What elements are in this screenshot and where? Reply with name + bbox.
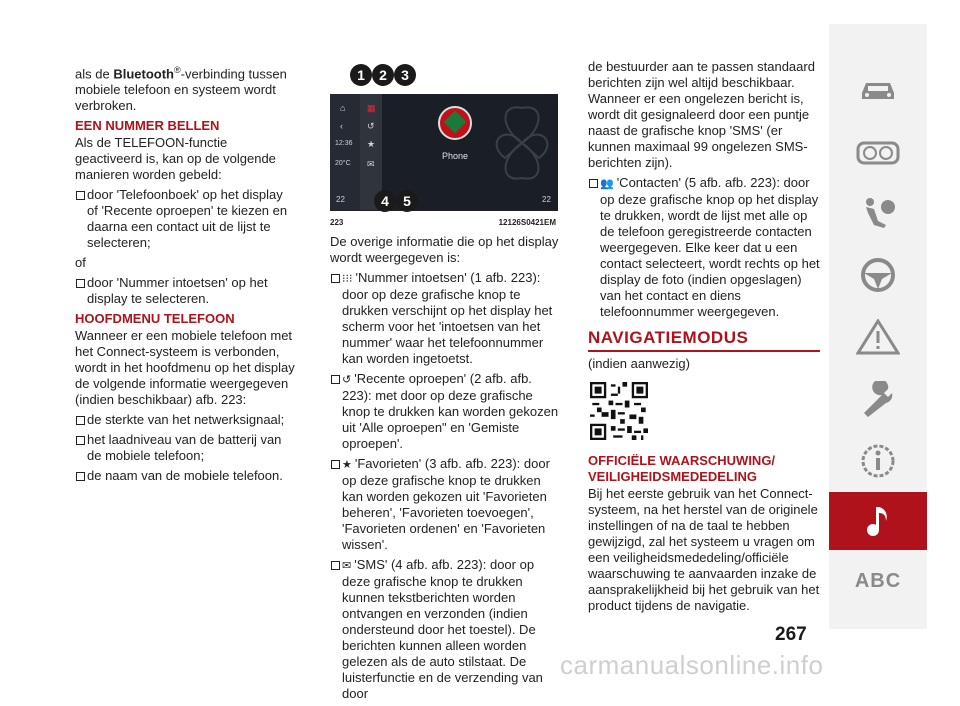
bullet-item: de naam van de mobiele telefoon. [75, 468, 297, 484]
back-icon: ‹ [340, 121, 343, 131]
bullet-recent-calls: ↺ 'Recente oproepen' (2 afb. afb. 223): met door op deze grafische knop te drukken kan worden gekozen uit 'Alle oproepen" en 'Gemiste oproepen'. [330, 371, 560, 452]
availability-note: (indien aanwezig) [588, 356, 690, 371]
quadrifoglio-graphic [490, 98, 554, 188]
favorites-icon: ★ [367, 139, 376, 149]
text-column-1 [75, 62, 297, 488]
figure-number: 223 [330, 218, 344, 227]
screen-temperature: 20°C [335, 160, 351, 167]
heading-phone-main-menu: HOOFDMENU TELEFOON [75, 311, 235, 327]
phone-label: Phone [442, 151, 469, 161]
watermark: carmanualsonline.info [560, 650, 824, 680]
airbag-icon[interactable] [829, 184, 927, 242]
keypad-icon: ⁝⁝⁝ [342, 273, 353, 285]
heading-official-warning: OFFICIËLE WAARSCHUWING/ VEILIGHEIDSMEDEDELING [588, 453, 776, 484]
screen-right-value: 22 [542, 195, 551, 204]
alfa-romeo-logo [438, 106, 472, 140]
bullet-item: de sterkte van het netwerksignaal; [75, 412, 297, 428]
car-icon[interactable] [829, 60, 927, 118]
keypad-icon: ▦ [367, 103, 376, 113]
callout-2: 2 [372, 64, 394, 86]
bullet-favorites: ★ 'Favorieten' (3 afb. afb. 223): door op deze grafische knop te drukken kan worden gekozen uit 'Favorieten beheren', 'Favorieten toevoegen', 'Favorieten ordenen' en 'Favorieten wissen'. [330, 456, 560, 553]
bullet-keypad: ⁝⁝⁝ 'Nummer intoetsen' (1 afb. 223): door op deze grafische knop te drukken verschijnt op het display het scherm voor het 'intoetsen van het nummer' waar het telefoonnummer kan worden ingetoetst. [330, 270, 560, 367]
paragraph-call: Als de TELEFOON-functie geactiveerd is, kan op de volgende manieren worden gebeld: [75, 135, 276, 183]
contacts-icon: 👥 [600, 178, 614, 190]
bullet-item: door 'Nummer intoetsen' op het display te selecteren. [75, 275, 297, 307]
home-icon: ⌂ [340, 103, 346, 113]
envelope-icon: ✉ [342, 560, 352, 572]
paragraph-main-menu: Wanneer er een mobiele telefoon met het Connect-systeem is verbonden, wordt in het hoofdmenu op het display de volgende informatie weergegeven (indien beschikbaar) afb. 223: [75, 328, 295, 408]
paragraph-other-info: De overige informatie die op het display wordt weergegeven is: [330, 234, 559, 265]
recent-calls-icon: ↺ [342, 374, 352, 386]
heading-navigation-mode: NAVIGATIEMODUS [588, 330, 820, 352]
recent-calls-icon: ↺ [367, 121, 375, 131]
bullet-contacts: 👥 'Contacten' (5 afb. afb. 223): door op deze grafische knop op het display te drukken, wordt de lijst met alle op de telefoon geregistreerde contacten weergegeven. Elke keer dat u een contact selecteert, wordt rechts op het display de foto (indien opgeslagen) van het contact en diens telefoonnummer weergegeven. [588, 175, 820, 320]
screen-left-panel [330, 94, 360, 210]
screen-left-value: 22 [336, 195, 345, 204]
figure-223 [330, 62, 562, 230]
paragraph-sms-continued: de bestuurder aan te passen standaard berichten zijn wel altijd beschikbaar. Wanneer er een ongelezen bericht is, wordt dit gesignaleerd door een puntje naast de grafische knop 'SMS' (er kunnen maximaal 99 ongelezen SMS-berichten zijn). [588, 59, 815, 170]
wrench-icon[interactable] [829, 370, 927, 428]
contacts-icon: ✉ [367, 159, 375, 169]
text-column-2 [330, 62, 560, 706]
page-number: 267 [775, 624, 807, 645]
warning-icon[interactable] [829, 308, 927, 366]
figure-code: 12126S0421EM [498, 218, 556, 227]
qr-code[interactable] [590, 382, 648, 440]
abc-index[interactable]: ABC [854, 569, 902, 592]
bullet-sms: ✉ 'SMS' (4 afb. afb. 223): door op deze grafische knop te drukken kunnen tekstberichten worden ontvangen en verzonden (indien ondersteund door het toestel). De berichten kunnen alleen worden gelezen als de auto stilstaat. De luisterfunctie en de verzending van door [330, 557, 560, 702]
paragraph-warning: Bij het eerste gebruik van het Connect-systeem, na het herstel van de originele instellingen of na de taal te hebben gewijzigd, zal het systeem u vragen om een veiligheidsmededeling/officiële waarschuwing te aanvaarden inzake de aansprakelijkheid bij het gebruik van het product tijdens de navigatie. [588, 486, 820, 613]
intro-paragraph: als de Bluetooth®-verbinding tussen mobiele telefoon en systeem wordt verbroken. [75, 65, 287, 114]
callout-1: 1 [350, 64, 372, 86]
callout-3: 3 [394, 64, 416, 86]
star-icon: ★ [342, 459, 352, 471]
music-note-icon[interactable] [829, 492, 927, 550]
chapter-sidebar [829, 24, 927, 629]
info-icon[interactable] [829, 432, 927, 490]
bullet-item: door 'Telefoonboek' op het display of 'Recente oproepen' te kiezen en daarna een contact uit de lijst te selecteren; [75, 187, 297, 251]
bullet-item: het laadniveau van de batterij van de mobiele telefoon; [75, 432, 297, 464]
or-text: of [75, 255, 86, 271]
callout-5: 5 [396, 190, 418, 212]
screen-time: 12:36 [335, 140, 353, 147]
callout-4: 4 [374, 190, 396, 212]
text-column-3 [588, 59, 820, 618]
steering-wheel-icon[interactable] [829, 246, 927, 304]
heading-call-number: EEN NUMMER BELLEN [75, 118, 220, 134]
display-screenshot [330, 94, 558, 210]
dashboard-icon[interactable] [829, 124, 927, 182]
figure-caption [330, 210, 558, 227]
